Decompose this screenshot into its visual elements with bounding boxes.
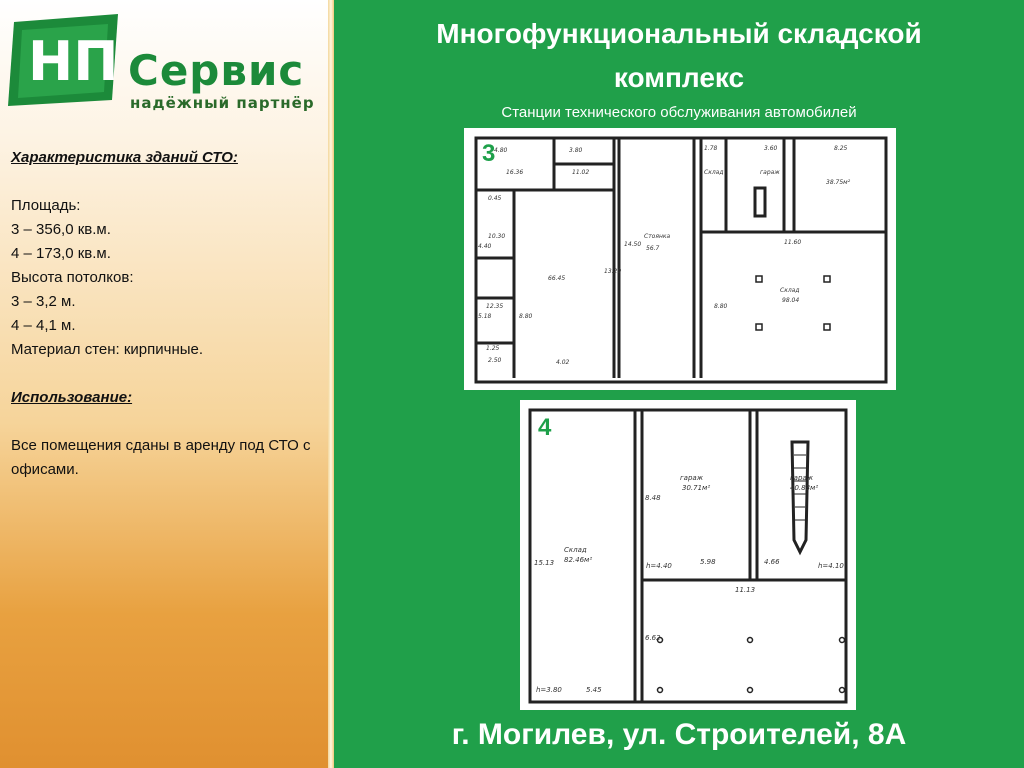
- plan3-label: 8.80: [519, 313, 533, 320]
- building-4-number: 4: [538, 414, 552, 441]
- plan3-label: 5.18: [478, 313, 492, 320]
- plan3-label: 38.75м²: [826, 179, 851, 186]
- plan3-label: 66.45: [548, 275, 566, 282]
- plan4-label: 4.66: [764, 558, 780, 566]
- plan3-label: Склад: [780, 287, 800, 294]
- plan3-label: 8.25: [834, 145, 848, 152]
- logo-brand: Сервис: [128, 46, 305, 95]
- plan4-label: гараж: [680, 474, 704, 482]
- plan3-label: 4.80: [494, 147, 508, 154]
- area-building-4: 4 – 173,0 кв.м.: [11, 245, 111, 262]
- floor-plan-building-4: [520, 400, 856, 710]
- building-characteristics: [11, 146, 326, 482]
- wall-material: Материал стен: кирпичные.: [11, 341, 204, 358]
- plan4-label: 11.13: [735, 586, 756, 594]
- plan3-label: 3.80: [569, 147, 583, 154]
- plan4-label: Склад: [564, 546, 587, 554]
- plan4-label: 30.71м²: [682, 484, 711, 492]
- plan3-label: 98.04: [782, 297, 800, 304]
- plan3-label: 56.7: [646, 245, 660, 252]
- floor-plan-3-drawing: [464, 128, 896, 390]
- plan3-label: 8.80: [714, 303, 728, 310]
- plan4-label: h=4.40: [646, 562, 672, 570]
- height-building-4: 4 – 4,1 м.: [11, 317, 76, 334]
- plan3-label: Стоянка: [644, 233, 671, 240]
- usage-heading: Использование:: [11, 389, 133, 406]
- plan3-label: 1.25: [486, 345, 500, 352]
- plan4-label: 8.48: [645, 494, 661, 502]
- logo-tagline: надёжный партнёр: [130, 94, 315, 112]
- plan3-label: 4.02: [556, 359, 570, 366]
- plan4-label: гараж: [790, 474, 814, 482]
- plan4-label: 15.13: [534, 559, 555, 567]
- page-title: Многофункциональный складской комплекс: [436, 18, 922, 93]
- plan4-label: 82.46м²: [564, 556, 593, 564]
- plan3-label: 3.60: [764, 145, 778, 152]
- company-logo: [8, 12, 328, 122]
- plan3-label: 14.50: [624, 241, 642, 248]
- plan3-label: 4.40: [478, 243, 492, 250]
- plan3-label: 10.30: [488, 233, 506, 240]
- plan3-label: 0.45: [488, 195, 502, 202]
- plan4-label: h=3.80: [536, 686, 562, 694]
- ceiling-height-label: Высота потолков:: [11, 269, 134, 286]
- usage-text: Все помещения сданы в аренду под СТО с офисами.: [11, 437, 311, 478]
- plan3-label: 2.50: [488, 357, 502, 364]
- logo-letters: НП: [28, 30, 119, 93]
- building-3-number: 3: [482, 140, 496, 167]
- plan4-label: h=4.10: [818, 562, 844, 570]
- plan4-label: 5.45: [586, 686, 602, 694]
- height-building-3: 3 – 3,2 м.: [11, 293, 76, 310]
- plan4-label: 40.83м²: [790, 484, 819, 492]
- page-subtitle: Станции технического обслуживания автомобилей: [501, 104, 857, 121]
- floor-plan-4-drawing: [520, 400, 856, 710]
- plan3-label: гараж: [760, 169, 780, 176]
- area-label: Площадь:: [11, 197, 81, 214]
- plan3-label: 16.36: [506, 169, 524, 176]
- plan3-label: 11.02: [572, 169, 590, 176]
- logo-mark-icon: [8, 12, 128, 108]
- plan4-label: 5.98: [700, 558, 716, 566]
- characteristics-heading: Характеристика зданий СТО:: [11, 149, 238, 166]
- plan3-label: 1.78: [704, 145, 718, 152]
- plan3-label: 11.60: [784, 239, 802, 246]
- address: г. Могилев, ул. Строителей, 8А: [451, 718, 907, 751]
- area-building-3: 3 – 356,0 кв.м.: [11, 221, 111, 238]
- plan3-label: Склад: [704, 169, 724, 176]
- plan3-label: 12.35: [486, 303, 504, 310]
- floor-plan-building-3: [464, 128, 896, 390]
- plan4-label: 6.62: [645, 634, 661, 642]
- plan3-label: 13.20: [604, 268, 622, 275]
